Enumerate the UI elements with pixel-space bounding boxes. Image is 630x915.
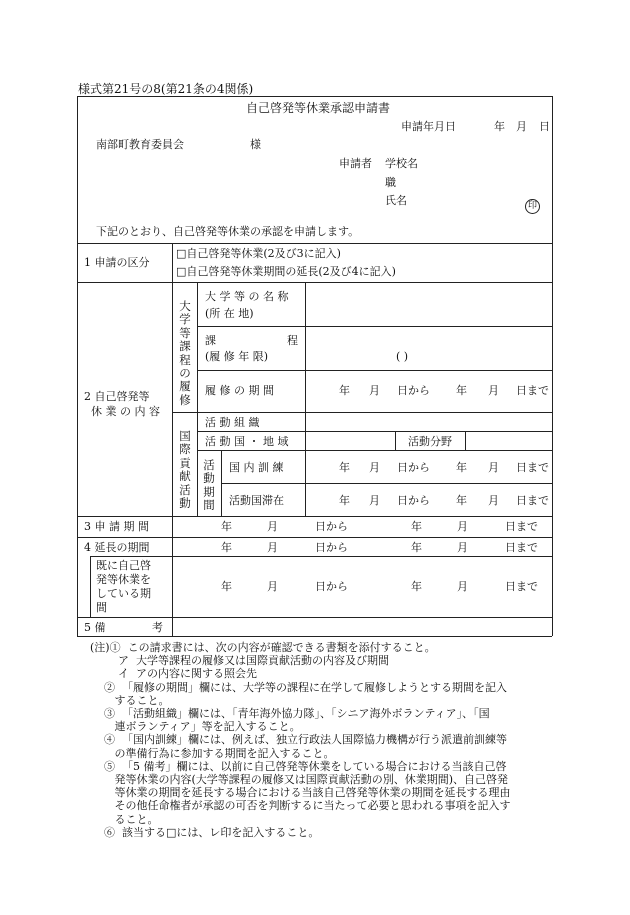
existing-period-label-4: 間 [96, 601, 107, 614]
abroad-day-from: 日から [397, 494, 430, 507]
course-label-a: 課 [205, 334, 216, 347]
course-years-label: (履 修 年 限) [205, 350, 269, 363]
note-line: ること。 [90, 812, 159, 826]
university-address-label: (所 在 地) [205, 307, 254, 320]
row-line-6 [197, 431, 552, 432]
col-line-period-vertical [221, 450, 222, 516]
section3-label: 3 申 請 期 間 [84, 520, 149, 533]
applicant-name: 氏名 [385, 194, 407, 207]
domestic-month-from: 月 [369, 461, 380, 474]
activity-period-vertical-label: 活動期間 [203, 458, 215, 513]
existing-year-to: 年 [411, 580, 422, 593]
section2-label-2: 休 業 の 内 容 [91, 405, 160, 418]
section4-label: 4 延長の期間 [84, 541, 150, 554]
note-line: 連ボランティア」等を記入すること。 [90, 720, 301, 734]
form-title: 自己啓発等休業承認申請書 [246, 101, 391, 115]
section3-month-to: 月 [457, 520, 468, 533]
study-period-day-to: 日まで [516, 384, 549, 397]
existing-year-from: 年 [221, 580, 232, 593]
study-period-year-to: 年 [456, 384, 467, 397]
note-line: 発等休業の内容(大学等課程の履修又は国際貢献活動の別、休業期間)、自己啓発 [90, 773, 509, 787]
section1-option-leave[interactable]: □自己啓発等休業(2及び3に記入) [176, 247, 341, 260]
addressee-name: 南部町教育委員会 [96, 138, 184, 151]
section4-day-from: 日から [315, 541, 348, 554]
row-line-5 [172, 412, 552, 413]
section1-option-extension[interactable]: □自己啓発等休業期間の延長(2及び4に記入) [176, 265, 396, 278]
frame-left [77, 96, 78, 636]
frame-bottom [77, 636, 552, 637]
row-line-10 [77, 537, 552, 538]
abroad-month-to: 月 [488, 494, 499, 507]
note-line: ② 「履修の期間」欄には、大学等の課程に在学して履修しようとする期間を記入 [90, 680, 507, 694]
addressee-honorific: 様 [250, 138, 261, 151]
intro-text: 下記のとおり、自己啓発等休業の承認を申請します。 [96, 225, 360, 238]
study-period-month-from: 月 [369, 384, 380, 397]
application-date-year: 年 [494, 120, 505, 133]
section4-month-to: 月 [457, 541, 468, 554]
activity-country-label: 活 動 国 ・ 地 域 [205, 435, 289, 448]
section2-label-1: 2 自己啓発等 [84, 390, 150, 403]
application-date-day: 日 [539, 120, 550, 133]
abroad-day-to: 日まで [516, 494, 549, 507]
row-line-7 [197, 450, 552, 451]
note-line: ⑥ 該当する□には、レ印を記入すること。 [90, 825, 320, 839]
study-period-label: 履 修 の 期 間 [205, 384, 274, 397]
section3-year-to: 年 [411, 520, 422, 533]
seal-mark [525, 193, 540, 214]
row-line-3 [197, 326, 552, 327]
frame-right [552, 96, 553, 636]
applicant-position: 職 [385, 176, 396, 189]
activity-field-label: 活動分野 [408, 435, 452, 448]
domestic-training-label: 国 内 訓 練 [229, 461, 284, 474]
note-line: ア 大学等課程の履修又は国際貢献活動の内容及び期間 [90, 654, 389, 668]
note-line: ⑤ 「5 備考」欄には、以前に自己啓発等休業をしている場合における当該自己啓 [90, 759, 507, 773]
col-line-vertical-group [197, 282, 198, 516]
row-line-4 [197, 370, 552, 371]
note-line: ③ 「活動組織」欄には、「青年海外協力隊」、「シニア海外ボランティア」、「国 [90, 707, 490, 721]
applicant-label: 申請者 [339, 157, 372, 170]
note-line: ④ 「国内訓練」欄には、例えば、独立行政法人国際協力機構が行う派遣前訓練等 [90, 733, 507, 747]
section3-year-from: 年 [221, 520, 232, 533]
row-line-2 [77, 282, 552, 283]
section5-label-b: 考 [152, 621, 163, 634]
seal-circle: 印 [525, 199, 540, 214]
note-line: すること。 [90, 693, 170, 707]
abroad-month-from: 月 [369, 494, 380, 507]
course-years-parens: ( ) [396, 350, 409, 363]
row-line-1 [77, 243, 552, 244]
university-vertical-label: 大学等課程の履修 [179, 299, 191, 407]
col-line-indent [90, 556, 91, 617]
note-line: 等休業の期間を延長する場合における当該自己啓発等休業の期間を延長する理由 [90, 786, 511, 800]
domestic-year-from: 年 [339, 461, 350, 474]
section4-year-from: 年 [221, 541, 232, 554]
section5-label-a: 5 備 [84, 621, 106, 634]
application-date-month: 月 [516, 120, 527, 133]
row-line-12 [77, 617, 552, 618]
form-number: 様式第21号の8(第21条の4関係) [78, 82, 254, 96]
applicant-school: 学校名 [385, 157, 418, 170]
note-line: イ アの内容に関する照会先 [90, 667, 257, 681]
study-period-month-to: 月 [488, 384, 499, 397]
existing-period-label-3: している期 [96, 587, 151, 600]
abroad-stay-label: 活動国滞在 [229, 494, 284, 507]
existing-day-to: 日まで [505, 580, 538, 593]
note-line: の準備行為に参加する期間を記入すること。 [90, 746, 335, 760]
frame-top [77, 96, 552, 97]
section3-month-from: 月 [267, 520, 278, 533]
study-period-day-from: 日から [397, 384, 430, 397]
domestic-year-to: 年 [456, 461, 467, 474]
abroad-year-to: 年 [456, 494, 467, 507]
international-vertical-label: 国際貢献活動 [179, 429, 191, 511]
note-line: その他任命権者が承認の可否を判断するに当たって必要と思われる事項を記入す [90, 799, 511, 813]
domestic-day-from: 日から [397, 461, 430, 474]
abroad-year-from: 年 [339, 494, 350, 507]
col-line-field-right [465, 431, 466, 450]
section1-label: 1 申請の区分 [84, 256, 150, 269]
existing-day-from: 日から [315, 580, 348, 593]
col-line-label [172, 243, 173, 636]
course-label-b: 程 [287, 334, 298, 347]
section4-year-to: 年 [411, 541, 422, 554]
existing-period-label-2: 発等休業を [96, 573, 151, 586]
domestic-month-to: 月 [488, 461, 499, 474]
col-line-field-label [305, 282, 306, 516]
domestic-day-to: 日まで [516, 461, 549, 474]
activity-org-label: 活 動 組 織 [205, 416, 260, 429]
col-line-field-left [395, 431, 396, 450]
row-line-8 [221, 483, 552, 484]
row-line-9 [77, 516, 552, 517]
section3-day-to: 日まで [505, 520, 538, 533]
existing-month-to: 月 [457, 580, 468, 593]
application-date-label: 申請年月日 [401, 120, 456, 133]
section3-day-from: 日から [315, 520, 348, 533]
existing-period-label-1: 既に自己啓 [96, 559, 151, 572]
note-line: (注)① この請求書には、次の内容が確認できる書類を添付すること。 [90, 641, 436, 654]
section4-day-to: 日まで [505, 541, 538, 554]
row-line-11 [90, 556, 552, 557]
study-period-year-from: 年 [339, 384, 350, 397]
existing-month-from: 月 [267, 580, 278, 593]
notes-block [90, 641, 560, 839]
university-name-label: 大 学 等 の 名 称 [205, 290, 289, 303]
section4-month-from: 月 [267, 541, 278, 554]
